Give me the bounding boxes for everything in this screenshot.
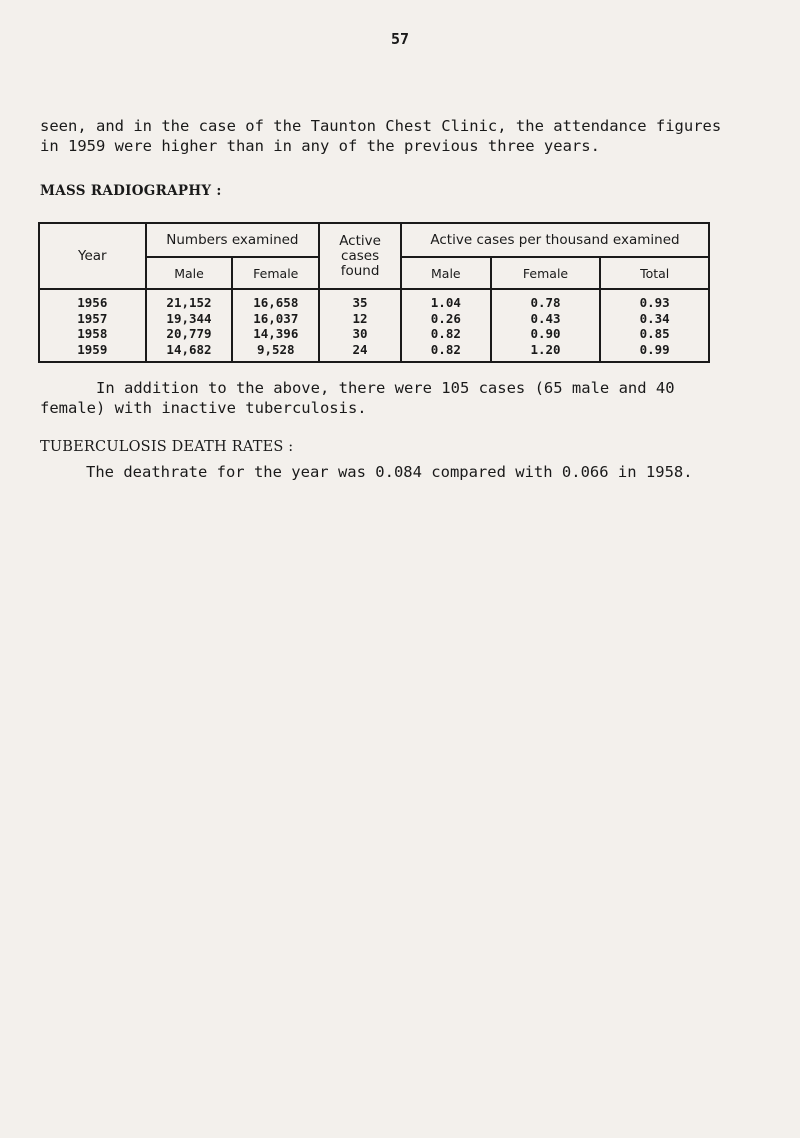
active-1956: 35 bbox=[352, 295, 368, 310]
intro-line-1: seen, and in the case of the Taunton Chest Clinic, the attendance figures bbox=[40, 117, 722, 135]
cell-pt-male bbox=[401, 289, 491, 362]
male-examined-1959: 14,682 bbox=[166, 341, 212, 357]
header-year: Year bbox=[39, 223, 146, 289]
pt-female-1958: 0.90 bbox=[530, 326, 561, 341]
year-1956: 1956 bbox=[77, 295, 108, 310]
active-1958: 30 bbox=[352, 326, 368, 341]
female-examined-1956: 16,658 bbox=[253, 295, 299, 310]
pt-total-1957: 0.34 bbox=[639, 310, 670, 326]
header-active-cases bbox=[319, 223, 401, 289]
mass-radiography-table bbox=[38, 222, 710, 363]
mass-radiography-heading: MASS RADIOGRAPHY : bbox=[40, 183, 222, 199]
addition-line-1: In addition to the above, there were 105 cases (65 male and 40 bbox=[96, 379, 675, 397]
cell-male-examined bbox=[146, 289, 233, 362]
pt-female-1959: 1.20 bbox=[530, 341, 561, 357]
cell-active-cases bbox=[319, 289, 401, 362]
pt-total-1956: 0.93 bbox=[639, 295, 670, 310]
tb-death-rates-heading: TUBERCULOSIS DEATH RATES : bbox=[40, 439, 294, 455]
active-1957: 12 bbox=[352, 310, 368, 326]
pt-male-1957: 0.26 bbox=[430, 310, 461, 326]
male-examined-1957: 19,344 bbox=[166, 310, 212, 326]
pt-female-1956: 0.78 bbox=[530, 295, 561, 310]
year-1958: 1958 bbox=[77, 326, 108, 341]
cell-pt-total bbox=[600, 289, 709, 362]
header-active-cases-line3: found bbox=[340, 262, 380, 279]
page-number: 57 bbox=[390, 30, 410, 48]
female-examined-1958: 14,396 bbox=[253, 326, 299, 341]
intro-line-2: in 1959 were higher than in any of the previous three years. bbox=[40, 137, 600, 155]
table-row bbox=[39, 289, 709, 362]
pt-male-1959: 0.82 bbox=[430, 341, 461, 357]
pt-total-1959: 0.99 bbox=[639, 341, 670, 357]
pt-total-1958: 0.85 bbox=[639, 326, 670, 341]
male-examined-1958: 20,779 bbox=[166, 326, 212, 341]
pt-female-1957: 0.43 bbox=[530, 310, 561, 326]
subheader-female: Female bbox=[232, 257, 319, 289]
header-numbers-examined: Numbers examined bbox=[146, 223, 320, 257]
active-1959: 24 bbox=[352, 341, 368, 357]
table-header-row bbox=[39, 223, 709, 257]
year-1959: 1959 bbox=[77, 341, 108, 357]
tb-death-rates-text: The deathrate for the year was 0.084 compared with 0.066 in 1958. bbox=[86, 463, 693, 481]
cell-year bbox=[39, 289, 146, 362]
subheader-pt-female: Female bbox=[491, 257, 601, 289]
subheader-pt-total: Total bbox=[600, 257, 709, 289]
subheader-pt-male: Male bbox=[401, 257, 491, 289]
female-examined-1957: 16,037 bbox=[253, 310, 299, 326]
subheader-male: Male bbox=[146, 257, 233, 289]
female-examined-1959: 9,528 bbox=[256, 341, 295, 357]
header-active-cases-line1: Active bbox=[339, 232, 381, 249]
header-per-thousand: Active cases per thousand examined bbox=[401, 223, 709, 257]
year-1957: 1957 bbox=[77, 310, 108, 326]
header-active-cases-line2: cases bbox=[341, 247, 380, 264]
male-examined-1956: 21,152 bbox=[166, 295, 212, 310]
addition-line-2: female) with inactive tuberculosis. bbox=[40, 399, 367, 417]
pt-male-1956: 1.04 bbox=[430, 295, 461, 310]
cell-female-examined bbox=[232, 289, 319, 362]
pt-male-1958: 0.82 bbox=[430, 326, 461, 341]
cell-pt-female bbox=[491, 289, 601, 362]
